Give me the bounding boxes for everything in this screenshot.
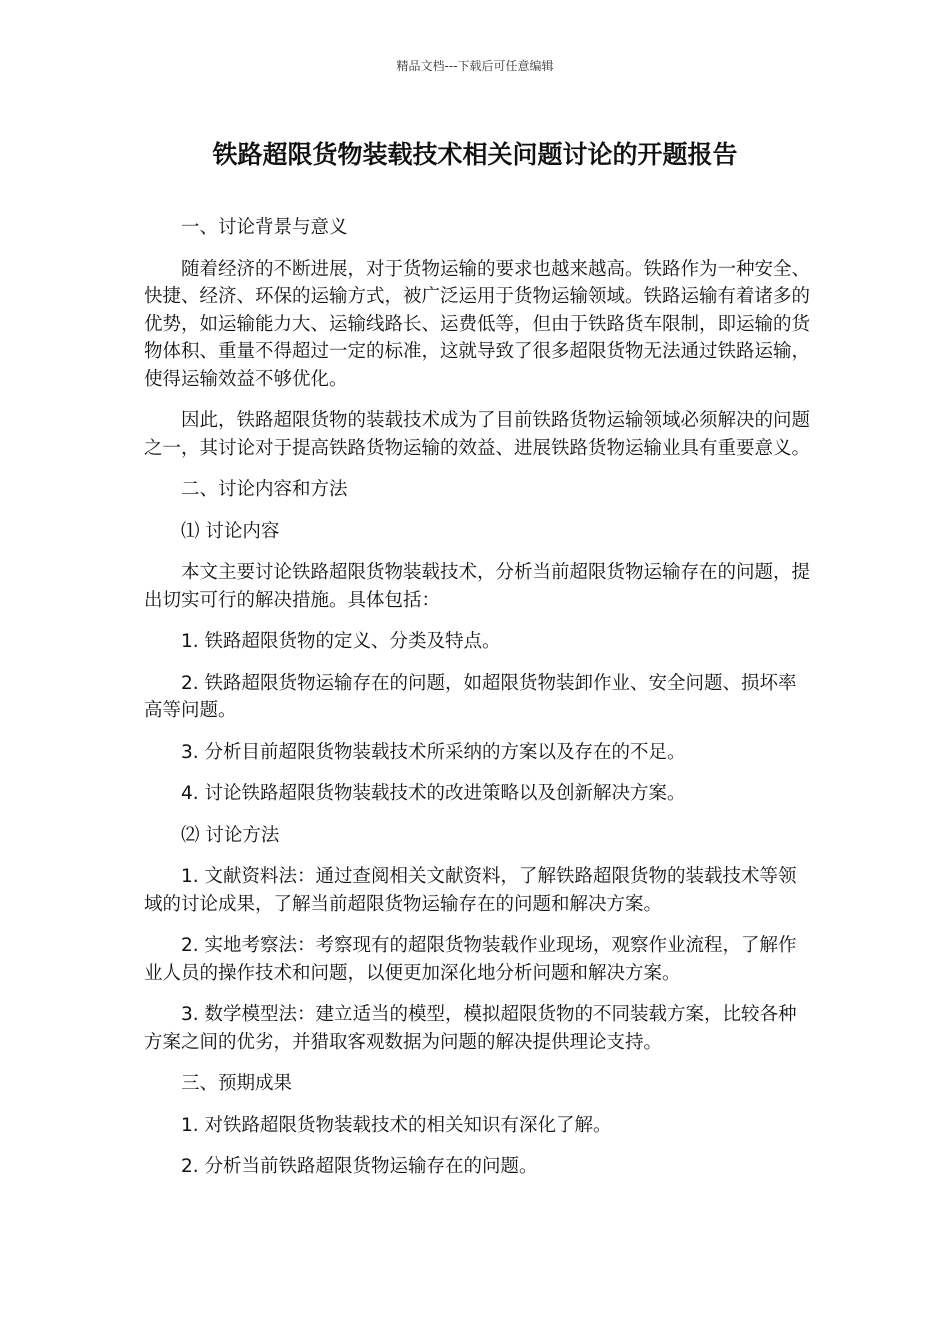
- section-heading-content-method: 二、讨论内容和方法: [181, 479, 348, 500]
- paragraph-background: 随着经济的不断进展，对于货物运输的要求也越来越高。铁路作为一种安全、快捷、经济、环保的运输方式，被广泛运用于货物运输领域。铁路运输有着诸多的优势，如运输能力大、运输线路长、运费低等，但由于铁路货车限制，即运输的货物体积、重量不得超过一定的标准，这就导致了很多超限货物无法通过铁路运输，使得运输效益不够优化。: [144, 258, 811, 390]
- list-item-content-3: 3. 分析目前超限货物装载技术所采纳的方案以及存在的不足。: [181, 741, 686, 763]
- subheading-content: ⑴ 讨论内容: [181, 520, 280, 542]
- list-item-content-4: 4. 讨论铁路超限货物装载技术的改进策略以及创新解决方案。: [181, 783, 686, 804]
- list-item-method-1: 1. 文献资料法：通过查阅相关文献资料，了解铁路超限货物的装载技术等领域的讨论成果，了解当前超限货物运输存在的问题和解决方案。: [144, 866, 797, 915]
- subheading-method: ⑵ 讨论方法: [181, 824, 280, 846]
- document-body: [144, 214, 812, 1195]
- section-heading-background: 一、讨论背景与意义: [181, 217, 348, 238]
- list-item-result-1: 1. 对铁路超限货物装载技术的相关知识有深化了解。: [181, 1114, 612, 1136]
- list-item-content-1: 1. 铁路超限货物的定义、分类及特点。: [181, 631, 501, 652]
- header-note: 精品文档---下载后可任意编辑: [396, 59, 554, 73]
- paragraph-significance: 因此，铁路超限货物的装载技术成为了目前铁路货物运输领域必须解决的问题之一，其讨论对于提高铁路货物运输的效益、进展铁路货物运输业具有重要意义。: [144, 410, 811, 459]
- list-item-method-2: 2. 实地考察法：考察现有的超限货物装载作业现场，观察作业流程，了解作业人员的操作技术和问题，以便更加深化地分析问题和解决方案。: [144, 935, 797, 984]
- list-item-method-3: 3. 数学模型法：建立适当的模型，模拟超限货物的不同装载方案，比较各种方案之间的优劣，并猎取客观数据为问题的解决提供理论支持。: [144, 1004, 797, 1053]
- section-heading-expected-results: 三、预期成果: [181, 1073, 293, 1094]
- list-item-content-2: 2. 铁路超限货物运输存在的问题，如超限货物装卸作业、安全问题、损坏率高等问题。: [144, 672, 797, 721]
- document-title: 铁路超限货物装载技术相关问题讨论的开题报告: [212, 140, 738, 169]
- list-item-result-2: 2. 分析当前铁路超限货物运输存在的问题。: [181, 1156, 538, 1177]
- paragraph-content-intro: 本文主要讨论铁路超限货物装载技术，分析当前超限货物运输存在的问题，提出切实可行的解决措施。具体包括：: [144, 562, 811, 611]
